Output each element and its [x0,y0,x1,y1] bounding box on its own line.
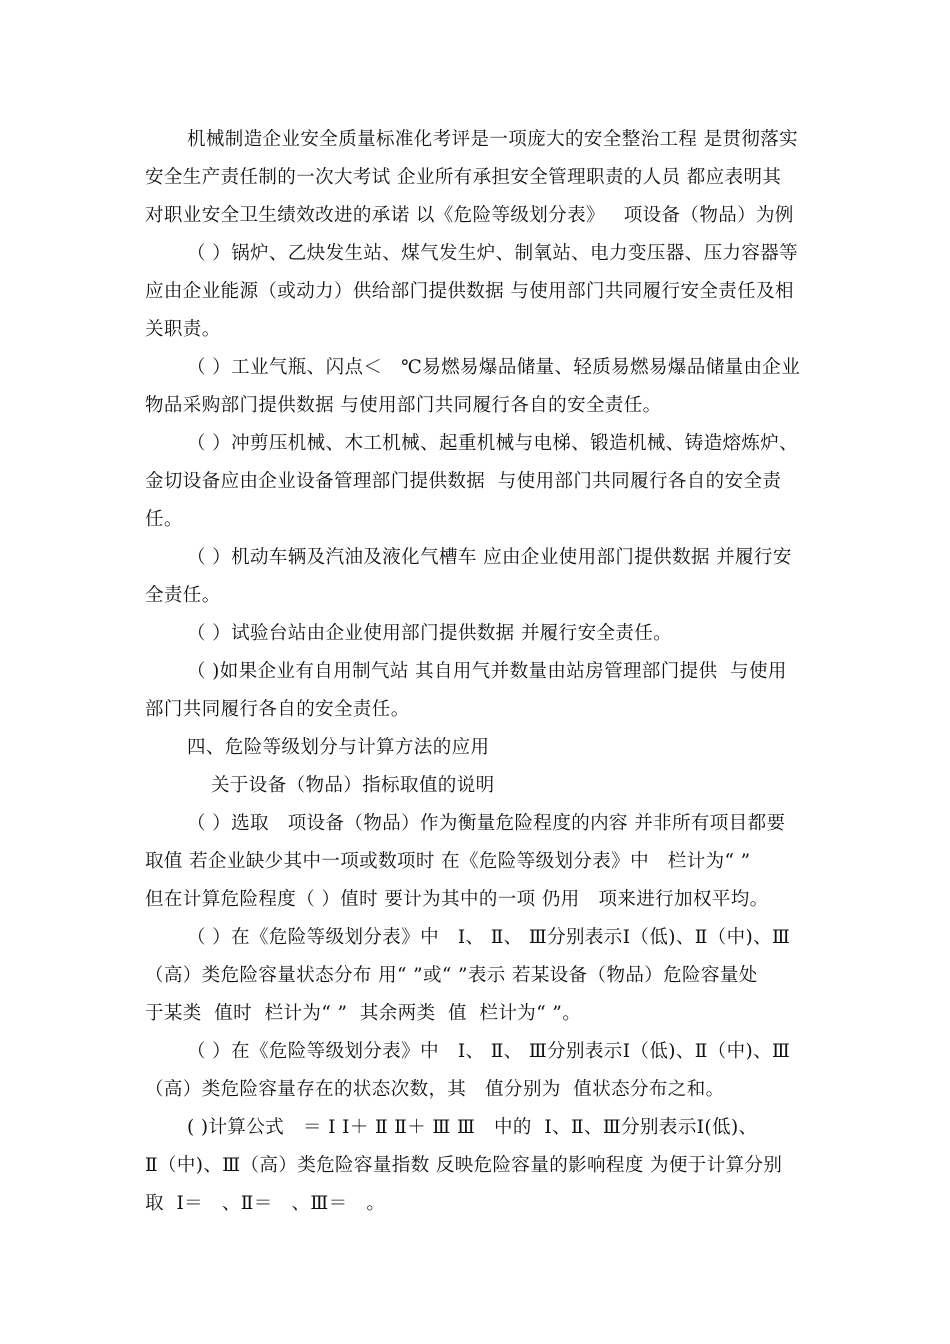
paragraph-line: （高）类危险容量状态分布 用“ ”或“ ”表示 若某设备（物品）危险容量处 [145,965,758,986]
paragraph-line: （ )如果企业有自用制气站 其自用气并数量由站房管理部门提供 与使用 [187,661,787,682]
paragraph-line: 安全生产责任制的一次大考试 企业所有承担安全管理职责的人员 都应表明其 [145,167,782,188]
paragraph-line: （ ）试验台站由企业使用部门提供数据 并履行安全责任。 [187,623,673,644]
paragraph-line: 对职业安全卫生绩效改进的承诺 以《危险等级划分表》 项设备（物品）为例 [145,205,794,226]
paragraph-line: 任。 [145,509,183,530]
subsection-heading: 关于设备（物品）指标取值的说明 [211,775,495,796]
formula-line: ( )计算公式 ＝ Ⅰ Ⅰ＋ Ⅱ Ⅱ＋ Ⅲ Ⅲ 中的 Ⅰ、Ⅱ、Ⅲ分别表示Ⅰ(低)、 [187,1117,758,1138]
paragraph-line: 金切设备应由企业设备管理部门提供数据 与使用部门共同履行各自的安全责 [145,471,782,492]
paragraph-line: 取 Ⅰ＝ 、Ⅱ＝ 、Ⅲ＝ 。 [145,1193,386,1214]
paragraph-line: （高）类危险容量存在的状态次数，其 值分别为 值状态分布之和。 [145,1079,725,1100]
paragraph-line: 但在计算危险程度（ ）值时 要计为其中的一项 仍用 项来进行加权平均。 [145,889,769,910]
paragraph-line: （ ）冲剪压机械、木工机械、起重机械与电梯、锻造机械、铸造熔炼炉、 [187,433,799,454]
paragraph-line: 应由企业能源（或动力）供给部门提供数据 与使用部门共同履行安全责任及相 [145,281,794,302]
paragraph-line: （ ）在《危险等级划分表》中 Ⅰ、 Ⅱ、 Ⅲ分别表示Ⅰ（低)、Ⅱ（中)、Ⅲ [187,1041,791,1062]
paragraph-line: 于某类 值时 栏计为“ ” 其余两类 值 栏计为“ ”。 [145,1003,582,1024]
paragraph-line: Ⅱ（中)、Ⅲ（高）类危险容量指数 反映危险容量的影响程度 为便于计算分别 [145,1155,783,1176]
paragraph-line: 关职责。 [145,319,221,340]
paragraph-line: （ ）选取 项设备（物品）作为衡量危险程度的内容 并非所有项目都要 [187,813,786,834]
paragraph-line: 机械制造企业安全质量标准化考评是一项庞大的安全整治工程 是贯彻落实 [187,129,799,150]
section-heading: 四、危险等级划分与计算方法的应用 [187,737,490,758]
paragraph-line: 取值 若企业缺少其中一项或数项时 在《危险等级划分表》中 栏计为“ ” [145,851,751,872]
paragraph-line: 全责任。 [145,585,221,606]
paragraph-line: 部门共同履行各自的安全责任。 [145,699,410,720]
paragraph-line: （ ）工业气瓶、闪点＜ ℃易燃易爆品储量、轻质易燃易爆品储量由企业 [187,357,801,378]
paragraph-line: 物品采购部门提供数据 与使用部门共同履行各自的安全责任。 [145,395,662,416]
paragraph-line: （ ）机动车辆及汽油及液化气槽车 应由企业使用部门提供数据 并履行安 [187,547,792,568]
paragraph-line: （ ）在《危险等级划分表》中 Ⅰ、 Ⅱ、 Ⅲ分别表示Ⅰ（低)、Ⅱ（中)、Ⅲ [187,927,791,948]
paragraph-line: （ ）锅炉、乙炔发生站、煤气发生炉、制氧站、电力变压器、压力容器等 [187,243,799,264]
